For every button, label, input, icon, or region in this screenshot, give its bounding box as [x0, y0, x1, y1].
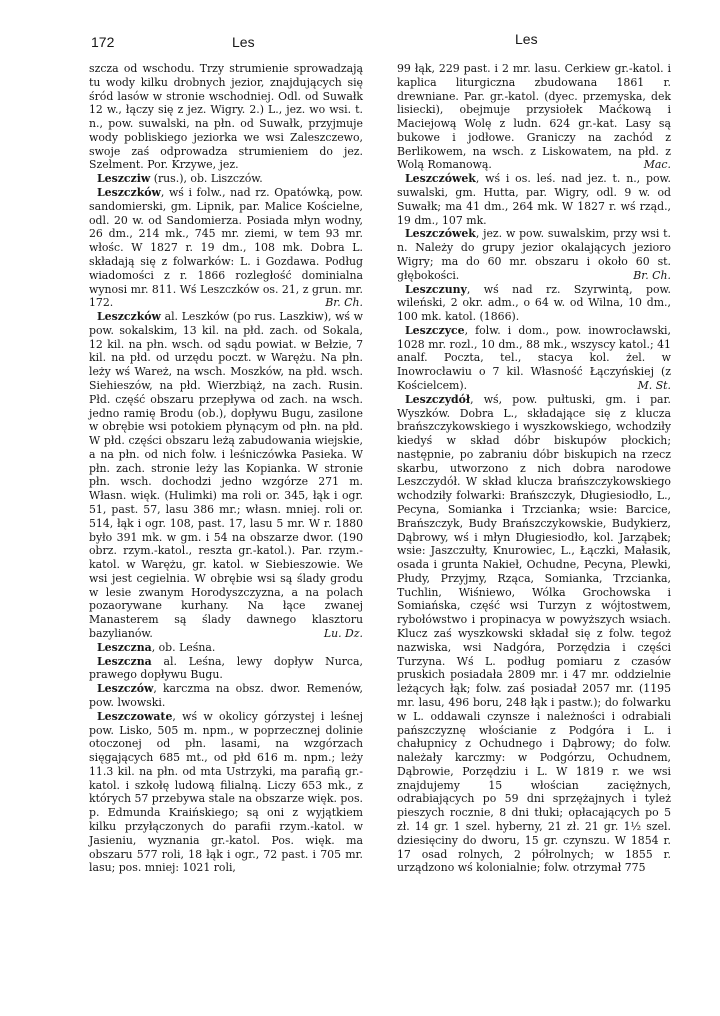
entry-text: (rus.), ob. Liszczów.	[150, 172, 263, 186]
entry-paragraph	[89, 186, 363, 310]
entry-paragraph	[397, 324, 671, 393]
entry-paragraph	[89, 641, 363, 655]
entry-paragraph	[89, 710, 363, 875]
author-signature: Br. Ch.	[633, 268, 671, 282]
entry-headword: Leszcziw	[97, 172, 151, 186]
entry-headword: Leszczuny	[405, 282, 467, 296]
entry-paragraph	[397, 227, 671, 282]
entry-paragraph	[89, 310, 363, 641]
author-signature: Br. Ch.	[325, 296, 363, 310]
entry-text: , wś i folw., nad rz. Opatówką, pow. sandomierski, gm. Lipnik, par. Malice Kościelne, odl. 20 w. od Sandomierza. Posiada młyn wodny, 26 dm., 214 mk., 745 mr. ziemi, w tem 93 mr. włośc. W 1827 r. 19 dm., 108 mk. Dobra L. składają się z folwarków: L. i Gozdawa. Podług wiadomości z r. 1866 rozległość dominialna wynosi mr. 811. Wś Leszczków os. 21, z grun. mr. 172.	[89, 186, 363, 310]
entry-headword: Leszczyce	[405, 323, 465, 337]
entry-paragraph	[397, 172, 671, 227]
entry-headword: Leszczków	[97, 186, 161, 200]
entry-paragraph	[89, 682, 363, 710]
entry-paragraph	[89, 655, 363, 683]
right-column	[397, 62, 671, 875]
left-column	[89, 62, 363, 875]
entry-headword: Leszczówek	[405, 227, 476, 241]
entry-paragraph	[397, 62, 671, 172]
entry-text: szcza od wschodu. Trzy strumienie sprowadzają tu wody kilku drobnych jezior, znajdujących się śród lasów w stronie wschodniej. Odl. od Suwałk 12 w., łączy się z jez. Wigry. 2.) L., jez. wo wsi. t. n., pow. suwalski, na płn. od Suwałk, przyjmuje wody pobliskiego jeziorka we wsi Zaleszczewo, swoje zaś odprowadza strumieniem do jez. Szelment. Por. Krzywe, jez.	[89, 62, 363, 172]
author-signature: M. St.	[637, 378, 671, 392]
entry-text: , wś nad rz. Szyrwintą, pow. wileński, 2 okr. adm., o 64 w. od Wilna, 10 dm., 100 mk. katol. (1866).	[397, 282, 671, 324]
entry-text: al. Leszków (po rus. Laszkiw), wś w pow. sokalskim, 13 kil. na płd. zach. od Sokala, 12 kil. na płn. wsch. od sądu powiat. w Bełzie, 7 kil. na płd. od urzędu poczt. w Warężu. Na płn. leży wś Wareż, na wsch. Moszków, na płd. wsch. Siehieszów, na płd. Wierzbiąż, na zach. Rusin. Płd. część obszaru przepływa od zach. na wsch. jedno ramię Brodu (ob.), dopływu Bugu, zasilone w obrębie wsi potokiem płynącym od płn. na płd. W płd. części obszaru leżą zabudowania wiejskie, a na płn. od nich folw. i leśniczówka Pasieka. W płn. zach. stronie leży las Kopianka. W stronie płn. wsch. dochodzi jedno wzgórze 271 m. Własn. więk. (Hulimki) ma roli or. 345, łąk i ogr. 51, past. 57, lasu 386 mr.; własn. mniej. roli or. 514, łąk i ogr. 108, past. 17, lasu 5 mr. W r. 1880 było 391 mk. w gm. i 54 na obszarze dwor. (190 obrz. rzym.-katol., reszta gr.-katol.). Par. rzym.-katol. w Warężu, gr. katol. w Siebieszowie. We wsi jest cegielnia. W obrębie wsi są ślady grodu w lesie zwanym Horodyszczyzna, a na polach pozaorywane kurhany. Na łące zwanej Manasterem są ślady dawnego klasztoru bazylianów.	[89, 310, 363, 641]
entry-paragraph	[89, 172, 363, 186]
entry-headword: Leszczowate	[97, 709, 173, 723]
entry-text: , wś i os. leś. nad jez. t. n., pow. suwalski, gm. Hutta, par. Wigry, odl. 9 w. od Suwałk; ma 41 dm., 264 mk. W 1827 r. wś rząd., 19 dm., 107 mk.	[397, 172, 671, 227]
entry-text: , wś w okolicy górzystej i leśnej pow. Lisko, 505 m. npm., w poprzecznej dolinie otoczonej od płn. lasami, na wzgórzach sięgających 685 mt., od płd 616 m. npm.; leży 11.3 kil. na płn. od mta Ustrzyki, ma parafią gr.-katol. i szkołę ludową filialną. Liczy 653 mk., z których 57 przebywa stale na obszarze więk. pos. p. Edmunda Kraińskiego; są oni z wyjątkiem kilku przyłączonych do parafii rzym.-katol. w Jasieniu, wyznania gr.-katol. Pos. więk. ma obszaru 577 roli, 18 łąk i ogr., 72 past. i 705 mr. lasu; pos. mniej: 1021 roli,	[89, 709, 363, 875]
entry-headword: Leszczków	[97, 310, 161, 324]
entry-paragraph	[397, 283, 671, 324]
entry-text: , jez. w pow. suwalskim, przy wsi t. n. Należy do grupy jezior okalających jezioro Wigry; ma do 60 mr. obszaru i około 60 st. głębokości.	[397, 227, 671, 282]
entry-text: 99 łąk, 229 past. i 2 mr. lasu. Cerkiew gr.-katol. i kaplica liturgiczna zbudowana 1861 r. drewniane. Par. gr.-katol. (dyec. przemyska, dek lisiecki), obejmuje przysiołek Maćkową i Maciejową Wolę z ludn. 624 gr.-kat. Lasy są bukowe i jodłowe. Graniczy na zachód z Berlikowem, na wsch. z Liskowatem, na płd. z Wolą Romanową.	[397, 62, 671, 172]
entry-text: , wś, pow. pułtuski, gm. i par. Wyszków. Dobra L., składające się z klucza brańszczykowskiego i wyszkowskiego, wchodziły kiedyś w skład dóbr biskupów płockich; następnie, po zabraniu dóbr biskupich na rzecz skarbu, utworzono z nich dobra narodowe Leszczydół. W skład klucza brańszczykowskiego wchodziły folwarki: Brańszczyk, Długiesiodło, L., Pecyna, Somianka i Trzcianka; wsie: Barcice, Brańszczyk, Budy Brańszczykowskie, Budykierz, Dąbrowy, wś i młyn Długiesiodło, kol. Jarząbek; wsie: Jaszczułty, Knurowiec, L., Łączki, Małasik, osada i grunta Nakieł, Ochudne, Pecyna, Plewki, Płudy, Przyjmy, Rząca, Somianka, Trzcianka, Tuchlin, Wiśniewo, Wólka Grochowska i Somiańska, część wsi Turzyn z wójtostwem, rybołówstwo i propinacya w powyższych wsiach. Klucz zaś wyszkowski składał się z folw. tegoż nazwiska, wsi Nadgóra, Porzędzia i części Turzyna. Wś L. podług pomiaru z czasów pruskich posiadała 2809 mr. i 47 mr. oddzielnie leżących łąk; folw. zaś posiadał 2057 mr. (1195 mr. lasu, 496 boru, 248 łąk i pastw.); do folwarku w L. oddawali czynsze i należności i odrabiali pańszczyznę włościanie z Podgóra i L. i chałupnicy z Ochudnego i Dąbrowy; do folw. należały karczmy: w Podgórzu, Ochudnem, Dąbrowie, Porzędziu i L. W 1819 r. we wsi znajdujemy 15 włościan zaciężnych, odrabiających po 59 dni sprzężajnych i tyleż pieszych rocznie, 8 dni tłuki; opłacających po 5 zł. 14 gr. 1 szel. hyberny, 21 zł. 21 gr. 1½ szel. dziesięciny do dworu, 15 gr. czynszu. W 1854 r. 17 osad rolnych, 2 półrolnych; w 1855 r. urządzono wś kolonialnie; folw. otrzymał 775	[397, 392, 671, 875]
entry-headword: Leszczydół	[405, 392, 471, 406]
page-header	[0, 30, 720, 56]
running-head-left: Les	[232, 34, 255, 50]
entry-text: , folw. i dom., pow. inowrocławski, 1028 mr. rozl., 10 dm., 88 mk., wszyscy katol.; 41 analf. Poczta, tel., stacya kol. żel. w Inowrocławiu o 7 kil. Własność Łączyńskiej (z Kościelcem).	[397, 323, 671, 392]
entry-text: , ob. Leśna.	[151, 640, 216, 654]
entry-headword: Leszczna	[97, 640, 152, 654]
entry-headword: Leszczna	[97, 654, 152, 668]
author-signature: Mac.	[643, 158, 671, 172]
entry-headword: Leszczów	[97, 682, 154, 696]
entry-paragraph	[89, 62, 363, 172]
author-signature: Lu. Dz.	[323, 627, 363, 641]
entry-text: , karczma na obsz. dwor. Remenów, pow. lwowski.	[89, 682, 363, 709]
running-head-right: Les	[515, 31, 538, 47]
entry-text: al. Leśna, lewy dopływ Nurca, prawego dopływu Bugu.	[89, 654, 363, 682]
entry-paragraph	[397, 393, 671, 875]
entry-headword: Leszczówek	[405, 172, 476, 186]
page-number: 172	[91, 34, 115, 50]
